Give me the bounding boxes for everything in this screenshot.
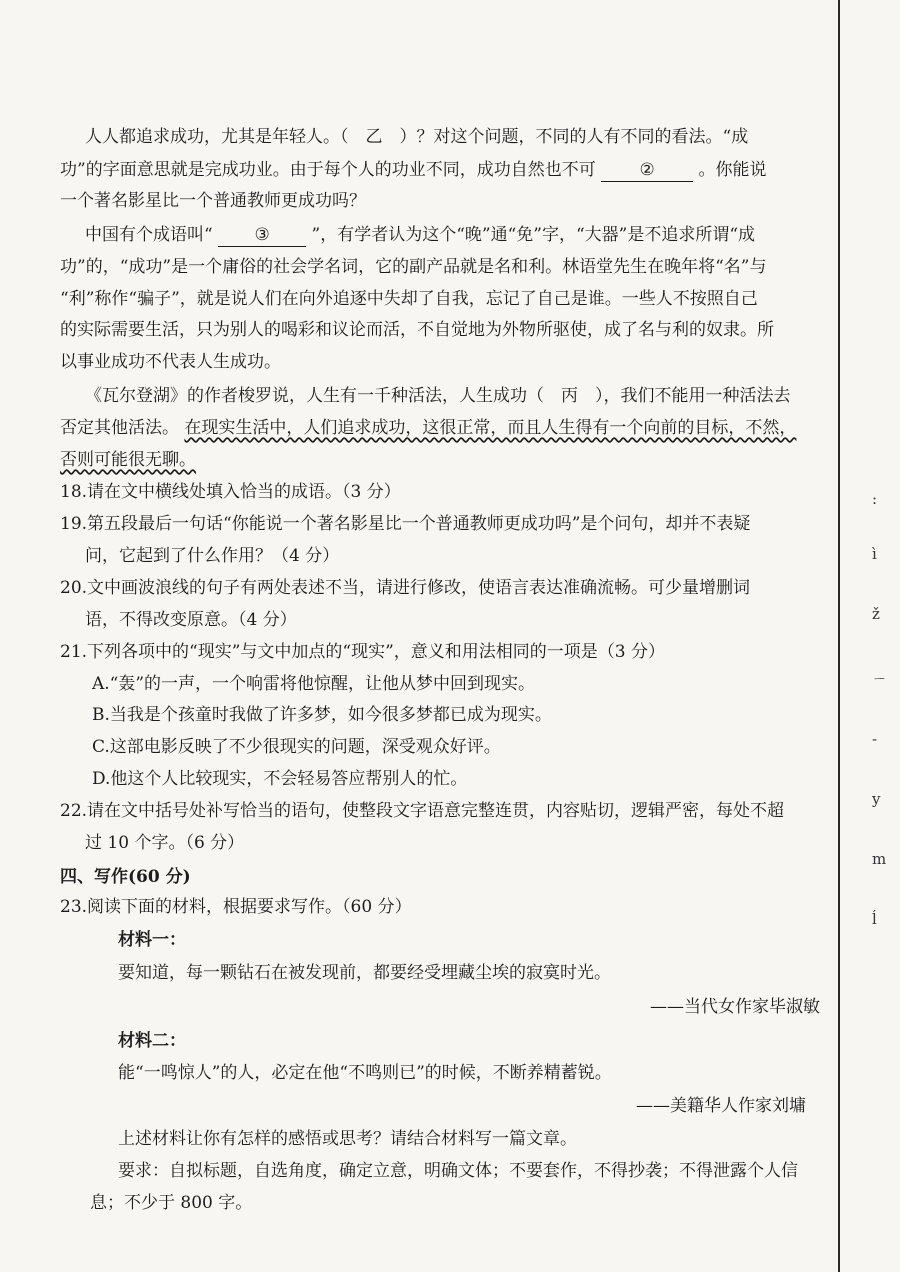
passage-text: 中国有个成语叫“ (85, 225, 213, 245)
passage-line: 一个著名影星比一个普通教师更成功吗？ (60, 191, 366, 211)
writing-requirements-cont: 息；不少于 800 字。 (90, 1193, 253, 1213)
passage-line: “利”称作“骗子”，就是说人们在向外追逐中失却了自我，忘记了自己是谁。一些人不按照自己 (60, 289, 758, 309)
question-20: 20.文中画波浪线的句子有两处表述不当，请进行修改，使语言表达准确流畅。可少量增删词 (60, 578, 751, 598)
passage-text: 否定其他活法。 (60, 418, 179, 438)
material-2-source: ——美籍华人作家刘墉 (636, 1096, 806, 1116)
question-20-cont: 语，不得改变原意。（4 分） (85, 610, 297, 630)
passage-line (85, 224, 755, 247)
question-19-cont: 问，它起到了什么作用？（4 分） (85, 546, 340, 566)
material-1-source: ——当代女作家毕淑敏 (650, 997, 820, 1017)
margin-mark: ㄧ (872, 670, 888, 688)
margin-mark: y (872, 790, 881, 808)
binding-line (838, 0, 840, 1272)
wavy-underlined-sentence: 在现实生活中，人们追求成功，这很正常，而且人生得有一个向前的目标，不然， (184, 418, 797, 438)
margin-mark: ĺ (872, 910, 877, 928)
question-23: 23.阅读下面的材料，根据要求写作。（60 分） (60, 897, 412, 917)
passage-line (60, 417, 796, 439)
wavy-underlined-sentence: 否则可能很无聊。 (60, 450, 196, 470)
question-18: 18.请在文中横线处填入恰当的成语。（3 分） (60, 482, 401, 502)
passage-line: 的实际需要生活，只为别人的喝彩和议论而活，不自觉地为外物所驱使，成了名与利的奴隶。所 (60, 320, 774, 340)
option-a: A.“轰”的一声，一个响雷将他惊醒，让他从梦中回到现实。 (92, 674, 536, 694)
margin-mark: ž (872, 605, 880, 623)
passage-line: 《瓦尔登湖》的作者梭罗说，人生有一千种活法，人生成功（ 丙 ），我们不能用一种活法去 (85, 386, 791, 406)
margin-mark: m (872, 850, 887, 868)
option-d: D.他这个人比较现实，不会轻易答应帮别人的忙。 (92, 769, 468, 789)
margin-mark: ì (872, 545, 877, 563)
question-19: 19.第五段最后一句话“你能说一个著名影星比一个普通教师更成功吗”是个问句，却并不表疑 (60, 514, 751, 534)
margin-mark: - (872, 730, 878, 748)
passage-text: ”，有学者认为这个“晚”通“免”字，“大器”是不追求所谓“成 (311, 225, 756, 245)
question-21: 21.下列各项中的“现实”与文中加点的“现实”，意义和用法相同的一项是（3 分） (60, 642, 666, 662)
passage-line (60, 159, 767, 182)
material-1-text: 要知道，每一颗钻石在被发现前，都要经受埋藏尘埃的寂寞时光。 (118, 963, 611, 983)
material-2-text: 能“一鸣惊人”的人，必定在他“不鸣则已”的时候，不断养精蓄锐。 (118, 1063, 612, 1083)
writing-prompt: 上述材料让你有怎样的感悟或思考？请结合材料写一篇文章。 (118, 1129, 577, 1149)
passage-text: 功”的字面意思就是完成功业。由于每个人的功业不同，成功自然也不可 (60, 160, 596, 180)
material-2-label: 材料二： (118, 1031, 186, 1051)
passage-line: 以事业成功不代表人生成功。 (60, 352, 281, 372)
writing-requirements: 要求：自拟标题，自选角度，确定立意，明确文体；不要套作，不得抄袭；不得泄露个人信 (118, 1161, 798, 1181)
option-c: C.这部电影反映了不少很现实的问题，深受观众好评。 (92, 737, 501, 757)
option-b: B.当我是个孩童时我做了许多梦，如今很多梦都已成为现实。 (92, 705, 552, 725)
passage-text: 。你能说 (698, 160, 767, 180)
question-22-cont: 过 10 个字。（6 分） (85, 833, 245, 853)
question-22: 22.请在文中括号处补写恰当的语句，使整段文字语意完整连贯，内容贴切，逻辑严密，每处不超 (60, 801, 785, 821)
margin-mark: : (872, 490, 878, 508)
passage-line: 人人都追求成功，尤其是年轻人。（ 乙 ）？对这个问题，不同的人有不同的看法。“成 (85, 127, 749, 147)
answer-blank-3[interactable]: ③ (218, 224, 306, 247)
passage-line (60, 449, 196, 471)
material-1-label: 材料一： (118, 930, 186, 950)
section-heading: 四、写作(60 分) (60, 867, 191, 887)
answer-blank-2[interactable]: ② (601, 159, 693, 182)
passage-line: 功”的，“成功”是一个庸俗的社会学名词，它的副产品就是名和利。林语堂先生在晚年将“名”与 (60, 257, 767, 277)
